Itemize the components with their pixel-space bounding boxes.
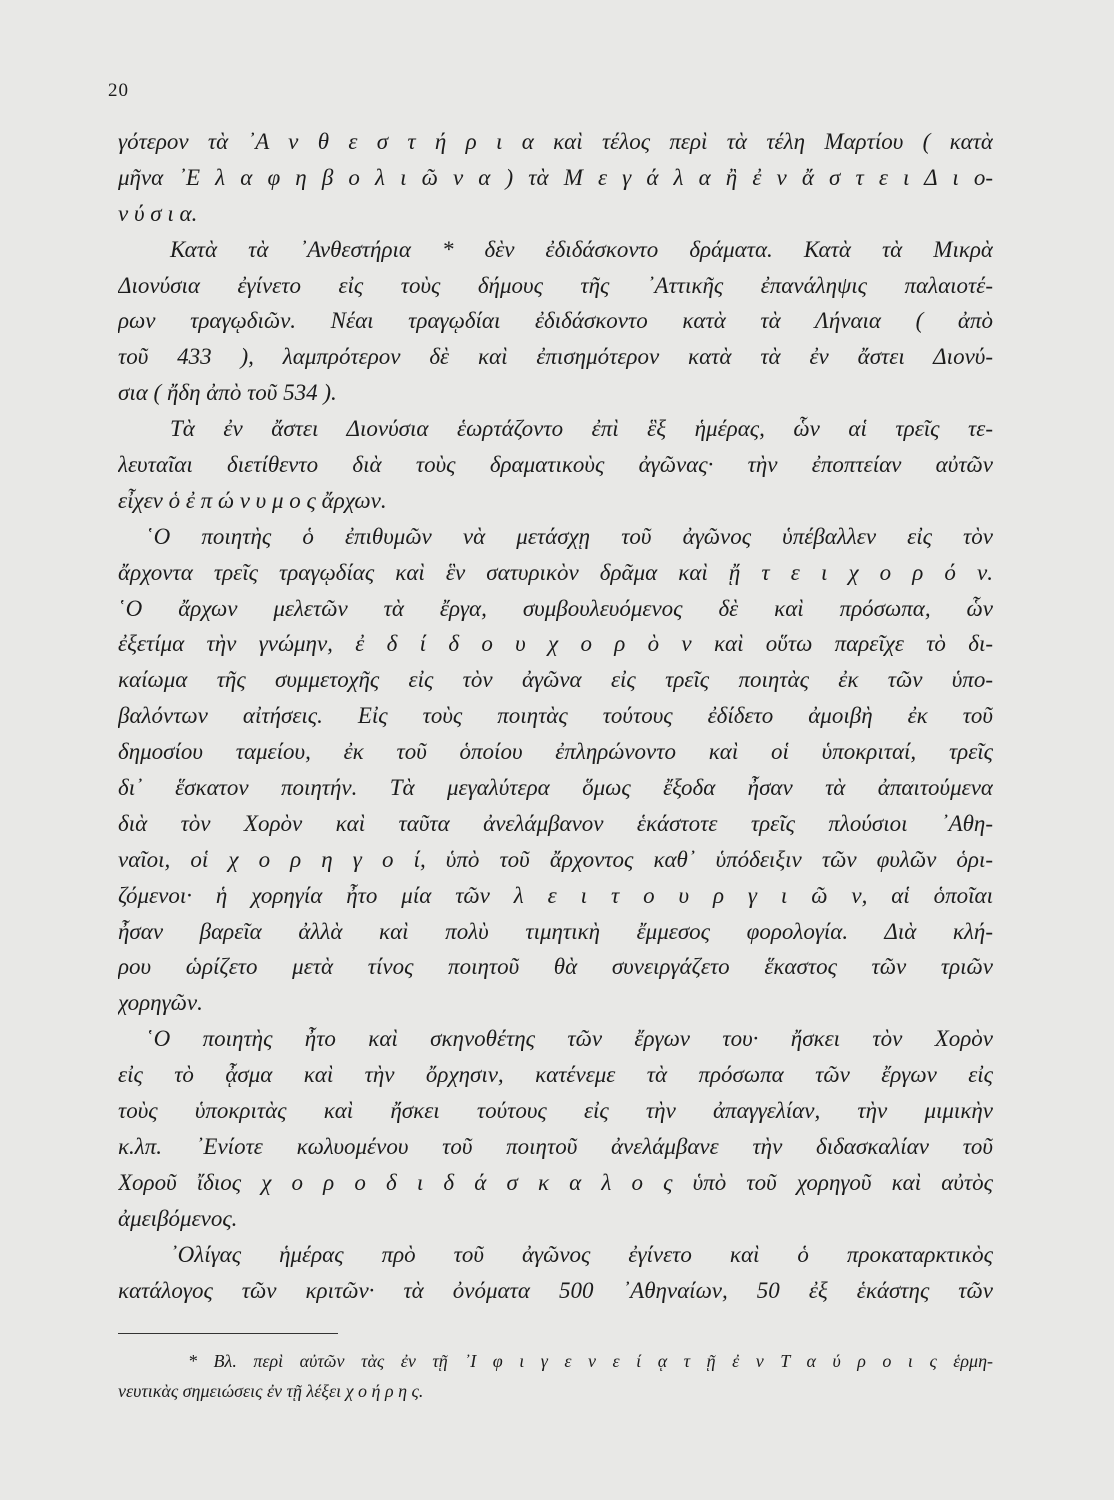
text-line: κατάλογος τῶν κριτῶν· τὰ ὀνόματα 500 ᾿Αθηναίων, 50 ἐξ ἑκάστης τῶν [118, 1277, 993, 1303]
paragraph-start-line: Κατὰ τὰ ᾿Ανθεστήρια * δὲν ἐδιδάσκοντο δράματα. Κατὰ τὰ Μικρὰ [170, 236, 993, 262]
footnote [118, 1346, 993, 1406]
footnote-divider [118, 1333, 338, 1334]
text-line: γότερον τὰ ᾿Α ν θ ε σ τ ή ρ ι α καὶ τέλος περὶ τὰ τέλη Μαρτίου ( κατὰ [118, 129, 993, 154]
text-line: καίωμα τῆς συμμετοχῆς εἰς τὸν ἀγῶνα εἰς τρεῖς ποιητὰς ἐκ τῶν ὑπο- [118, 667, 993, 693]
text-line: ρου ὡρίζετο μετὰ τίνος ποιητοῦ θὰ συνειργάζετο ἕκαστος τῶν τριῶν [118, 954, 993, 980]
text-line: λευταῖαι διετίθεντο διὰ τοὺς δραματικοὺς ἀγῶνας· τὴν ἐποπτείαν αὐτῶν [118, 452, 993, 478]
text-line: ναῖοι, οἱ χ ο ρ η γ ο ί, ὑπὸ τοῦ ἄρχοντος καθ᾿ ὑπόδειξιν τῶν φυλῶν ὁρι- [118, 846, 993, 872]
footnote-line: * Βλ. περὶ αὐτῶν τὰς ἐν τῇ ᾿Ι φ ι γ ε ν ε ί ᾳ τ ῇ ἐ ν Τ α ύ ρ ο ι ς ἑρμη- [188, 1351, 993, 1371]
footnote-line: νευτικὰς σημειώσεις ἐν τῇ λέξει χ ο ή ρ η ς. [118, 1381, 424, 1401]
text-line: χορηγῶν. [118, 990, 203, 1016]
text-line: διὰ τὸν Χορὸν καὶ ταῦτα ἀνελάμβανον ἑκάστοτε τρεῖς πλούσιοι ᾿Αθη- [118, 810, 993, 836]
paragraph-start-line: Τὰ ἐν ἄστει Διονύσια ἑωρτάζοντο ἐπὶ ἓξ ἡμέρας, ὧν αἱ τρεῖς τε- [170, 416, 993, 442]
text-line: Χοροῦ ἴδιος χ ο ρ ο δ ι δ ά σ κ α λ ο ς ὑπὸ τοῦ χορηγοῦ καὶ αὐτὸς [118, 1169, 993, 1195]
page-number: 20 [108, 80, 129, 101]
text-line: ἀμειβόμενος. [118, 1205, 238, 1231]
paragraph-start-line: ᾿Ολίγας ἡμέρας πρὸ τοῦ ἀγῶνος ἐγίνετο καὶ ὁ προκαταρκτικὸς [170, 1241, 993, 1267]
text-line: δημοσίου ταμείου, ἐκ τοῦ ὁποίου ἐπληρώνοντο καὶ οἱ ὑποκριταί, τρεῖς [118, 739, 993, 765]
paragraph-start-line: ῾Ο ποιητὴς ἦτο καὶ σκηνοθέτης τῶν ἔργων του· ἤσκει τὸν Χορὸν [146, 1026, 993, 1052]
text-line: τοὺς ὑποκριτὰς καὶ ἤσκει τούτους εἰς τὴν ἀπαγγελίαν, τὴν μιμικὴν [118, 1098, 993, 1124]
text-line: σια ( ἤδη ἀπὸ τοῦ 534 ). [118, 380, 337, 406]
text-line: ρων τραγῳδιῶν. Νέαι τραγῳδίαι ἐδιδάσκοντο κατὰ τὰ Λήναια ( ἀπὸ [118, 308, 993, 334]
text-line: δι᾿ ἕσκατον ποιητήν. Τὰ μεγαλύτερα ὅμως ἔξοδα ἦσαν τὰ ἀπαιτούμενα [118, 775, 993, 801]
text-line: ν ύ σ ι α. [118, 200, 198, 226]
text-line: Διονύσια ἐγίνετο εἰς τοὺς δήμους τῆς ᾿Αττικῆς ἐπανάληψις παλαιοτέ- [118, 272, 993, 298]
text-line: ῾Ο ἄρχων μελετῶν τὰ ἔργα, συμβουλευόμενος δὲ καὶ πρόσωπα, ὧν [118, 595, 993, 621]
text-line: ἄρχοντα τρεῖς τραγῳδίας καὶ ἓν σατυρικὸν δρᾶμα καὶ ᾔ τ ε ι χ ο ρ ό ν. [118, 559, 993, 585]
text-line: εἰς τὸ ᾆσμα καὶ τὴν ὄρχησιν, κατένεμε τὰ πρόσωπα τῶν ἔργων εἰς [118, 1062, 993, 1088]
text-line: μῆνα ᾿Ε λ α φ η β ο λ ι ῶ ν α ) τὰ Μ ε γ ά λ α ἢ ἐ ν ἄ σ τ ε ι Δ ι ο- [118, 164, 993, 190]
text-line: κ.λπ. ᾿Ενίοτε κωλυομένου τοῦ ποιητοῦ ἀνελάμβανε τὴν διδασκαλίαν τοῦ [118, 1133, 993, 1159]
text-line: βαλόντων αἰτήσεις. Εἰς τοὺς ποιητὰς τούτους ἐδίδετο ἀμοιβὴ ἐκ τοῦ [118, 703, 993, 729]
body-text [118, 124, 993, 1308]
text-line: ζόμενοι· ἡ χορηγία ἦτο μία τῶν λ ε ι τ ο υ ρ γ ι ῶ ν, αἱ ὁποῖαι [118, 882, 993, 908]
text-line: εἶχεν ὁ ἐ π ώ ν υ μ ο ς ἄρχων. [118, 487, 387, 513]
text-line: ἐξετίμα τὴν γνώμην, ἐ δ ί δ ο υ χ ο ρ ὸ ν καὶ οὕτω παρεῖχε τὸ δι- [118, 631, 993, 657]
paragraph-start-line: ῾Ο ποιητὴς ὁ ἐπιθυμῶν νὰ μετάσχῃ τοῦ ἀγῶνος ὑπέβαλλεν εἰς τὸν [146, 523, 993, 549]
text-line: ἦσαν βαρεῖα ἀλλὰ καὶ πολὺ τιμητικὴ ἔμμεσος φορολογία. Διὰ κλή- [118, 918, 993, 944]
text-line: τοῦ 433 ), λαμπρότερον δὲ καὶ ἐπισημότερον κατὰ τὰ ἐν ἄστει Διονύ- [118, 344, 993, 370]
